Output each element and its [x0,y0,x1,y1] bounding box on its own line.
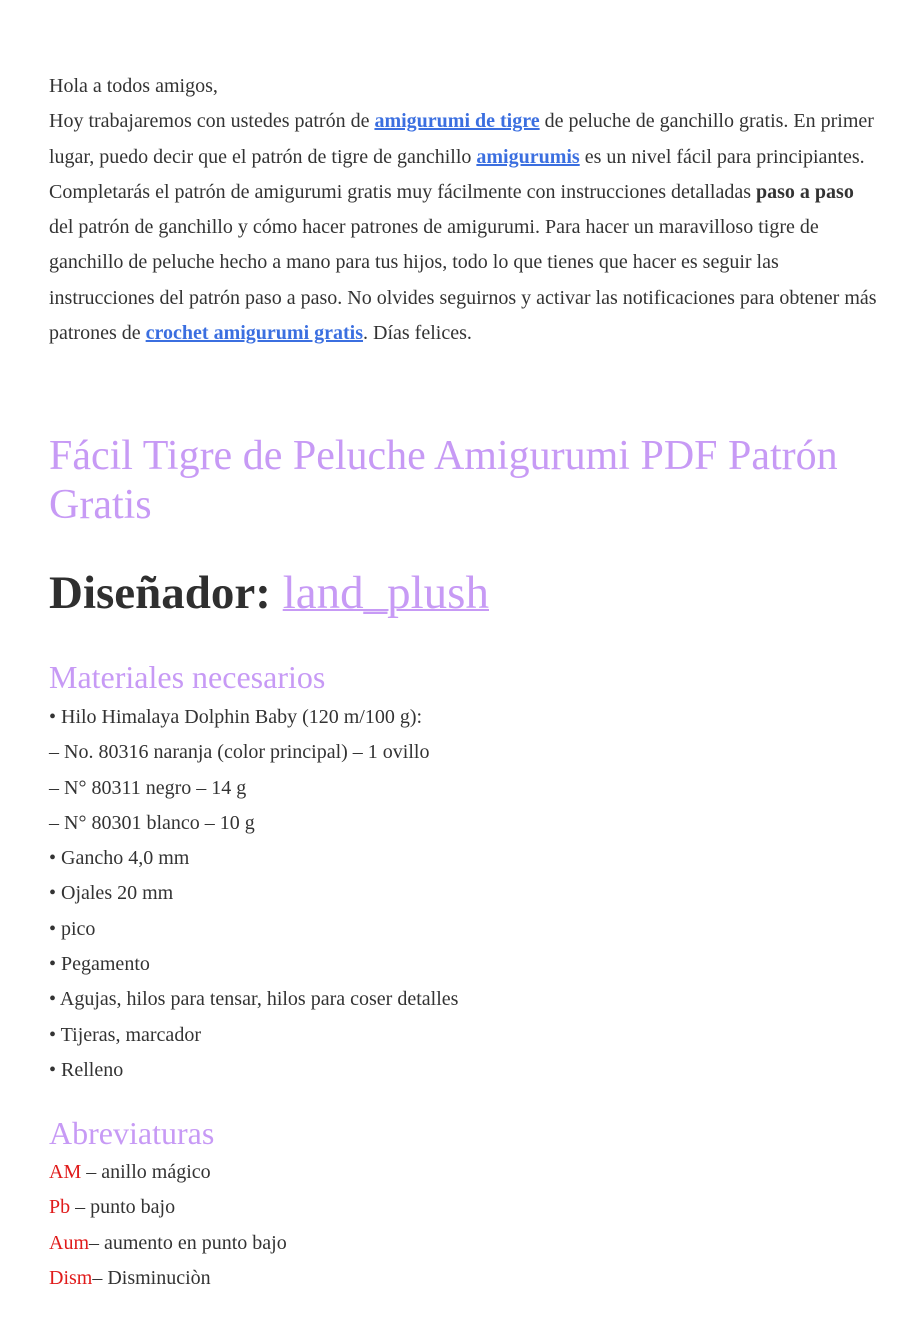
list-item: – N° 80311 negro – 14 g [49,776,247,799]
link-amigurumis[interactable]: amigurumis [476,145,580,168]
list-item: • Tijeras, marcador [49,1023,201,1046]
abbreviations-heading: Abreviaturas [49,1115,215,1151]
bold-paso-a-paso: paso a paso [756,180,854,203]
abbreviation-item [49,1226,287,1261]
list-item: • Agujas, hilos para tensar, hilos para coser detalles [49,988,459,1011]
list-item: • Hilo Himalaya Dolphin Baby (120 m/100 g): [49,706,423,728]
abbreviation-item [49,1190,287,1225]
abbreviation-key: Aum [49,1231,89,1254]
link-amigurumi-de-tigre[interactable]: amigurumi de tigre [374,110,540,133]
abbreviations-list [49,1155,287,1296]
intro-paragraph [49,104,879,351]
intro-text-5: . Días felices. [363,322,472,345]
intro-text-1: Hoy trabajaremos con ustedes patrón de [49,110,375,133]
designer-label: Diseñador: [49,567,283,619]
abbreviation-key: Dism [49,1266,93,1289]
abbreviation-desc: – aumento en punto bajo [89,1231,287,1254]
abbreviation-desc: – anillo mágico [81,1161,211,1183]
abbreviation-desc: – punto bajo [70,1196,176,1219]
designer-link[interactable]: land_plush [282,567,489,619]
list-item: • Relleno [49,1058,124,1081]
list-item: • pico [49,917,96,940]
intro-text-4: del patrón de ganchillo y cómo hacer patrones de amigurumi. Para hacer un maravilloso tigre de ganchillo de peluche hecho a mano para tus hijos, todo lo que tienes que hacer es seguir las instrucciones del patrón paso a paso. No olvides seguirnos y activar las notificaciones para obtener más patrones de [49,216,877,345]
materials-list [49,700,458,1088]
link-crochet-amigurumi-gratis[interactable]: crochet amigurumi gratis [145,322,364,345]
abbreviation-item [49,1155,287,1190]
materials-heading: Materiales necesarios [49,659,326,695]
abbreviation-key: AM [49,1161,82,1183]
abbreviation-item [49,1261,287,1296]
intro-text [49,69,879,351]
list-item: • Gancho 4,0 mm [49,847,190,870]
intro-text-2: de peluche de ganchillo gratis. En primer lugar, puedo decir que el patrón de tigre de ganchillo [49,110,874,168]
list-item: – No. 80316 naranja (color principal) – 1 ovillo [49,741,430,764]
list-item: – N° 80301 blanco – 10 g [49,811,255,834]
greeting: Hola a todos amigos, [49,75,218,97]
abbreviation-key: Pb [49,1196,71,1219]
page-title: Fácil Tigre de Peluche Amigurumi PDF Patrón Gratis [49,433,838,528]
abbreviation-desc: – Disminuciòn [92,1266,211,1289]
list-item: • Ojales 20 mm [49,882,174,905]
intro-text-3: es un nivel fácil para principiantes. Completarás el patrón de amigurumi gratis muy fácilmente con instrucciones detalladas [49,145,865,203]
designer-heading [49,565,489,621]
list-item: • Pegamento [49,953,150,976]
